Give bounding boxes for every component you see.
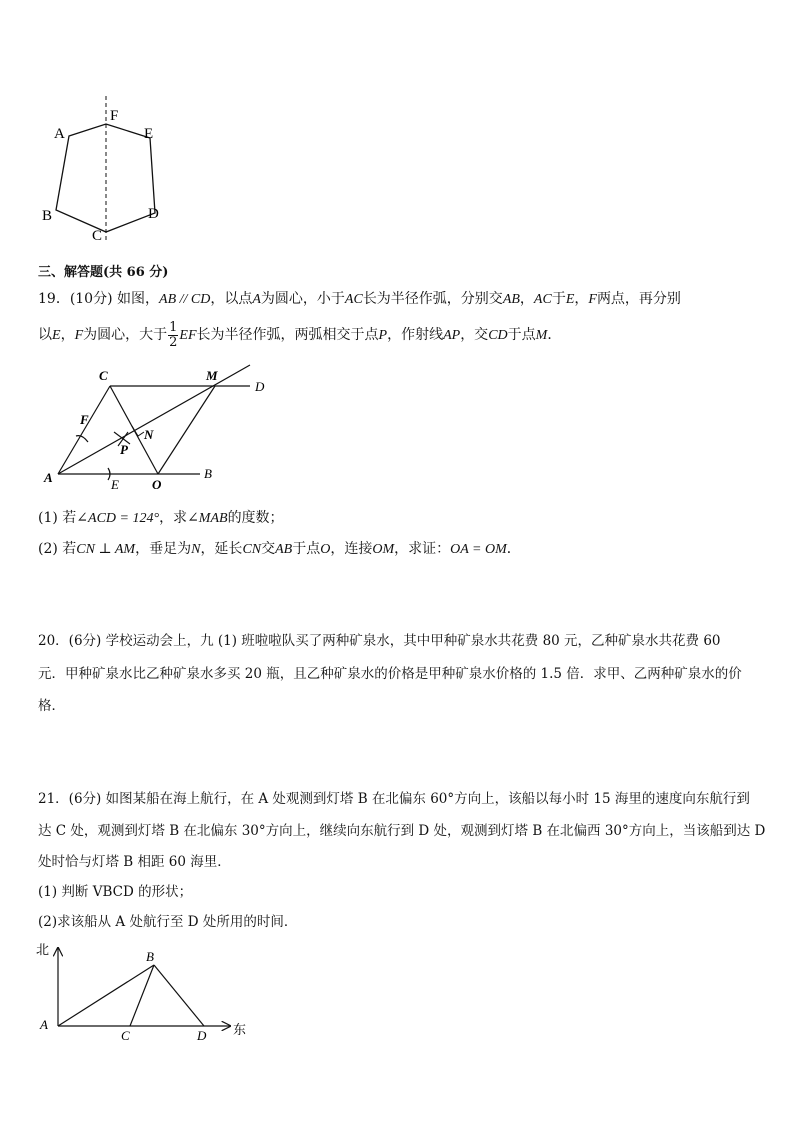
q19-math: AC [533,292,552,307]
fig1-label-A: A [54,126,65,142]
q19-text: 19．(10分) 如图， [38,291,160,307]
q19-text: ，垂足为 [135,541,192,557]
q19-text: (1) 若 [38,510,77,526]
fig1-label-E: E [144,126,154,142]
fraction-one-half [168,321,178,350]
q21-line2: 达 C 处，观测到灯塔 B 在北偏东 30°方向上，继续向东航行到 D 处，观测到灯塔 B 在北偏西 30°方向上，当该船到达 D [38,823,766,839]
q21-fig-label-C: C [121,1028,130,1043]
q19-text: ． [506,541,521,557]
figure-q19-parallelogram [38,362,298,494]
q19-fig-label-F: F [80,412,89,427]
q19-text: 的度数； [227,510,284,526]
figure-hexagon [36,92,176,252]
q19-text: 以 [38,327,52,343]
q19-fig-label-E: E [111,477,119,492]
q21-fig-label-B: B [146,949,154,964]
q19-text: (2) 若 [38,541,77,557]
q19-text: ，作射线 [387,327,444,343]
q20-line1: 20．(6分) 学校运动会上，九 (1) 班啦啦队买了两种矿泉水，其中甲种矿泉水共花费 80 元，乙种矿泉水共花费 60 [38,633,721,649]
q19-text: ， [519,291,534,307]
q19-math: ∠ACD = 124° [76,511,160,526]
q19-math: OA = OM [450,542,507,557]
q19-text: 长为半径作弧，分别交 [362,291,503,307]
q19-line1 [38,289,681,310]
q21-part1: (1) 判断 VBCD 的形状； [38,884,193,900]
q21-fig-label-north: 北 [36,942,50,957]
q19-math: EF [179,328,197,343]
q19-text: ，延长 [200,541,243,557]
q19-text: 于 [551,291,566,307]
q19-fig-label-C: C [99,368,108,383]
q19-math: AB // CD [159,292,211,307]
q19-math: AP [443,328,461,343]
q19-math: E [565,292,575,307]
line-OM [158,386,215,474]
q19-text: ， [574,291,589,307]
section-title: 三、解答题(共 66 分) [38,265,169,280]
q19-fig-label-B: B [204,466,212,481]
q19-text: 交 [261,541,276,557]
q19-math: A [252,292,261,307]
q19-part2 [38,539,521,560]
q19-text: 两点，再分别 [596,291,681,307]
q19-math: F [588,292,597,307]
q19-math: E [52,328,61,343]
q19-part1 [38,508,284,529]
line-BC [130,965,154,1026]
fig1-label-C: C [92,228,103,244]
fig1-label-B: B [42,208,53,224]
q19-fig-label-P: P [120,442,128,457]
q19-math: CD [488,328,508,343]
frac-denominator: 2 [169,334,178,350]
q19-text: ，以点 [210,291,253,307]
q19-math: P [378,328,388,343]
q19-fig-label-M: M [206,368,218,383]
line-BD [154,965,204,1026]
q19-math: AB [502,292,520,307]
q19-math: O [320,542,331,557]
q19-text: ，求证： [394,541,451,557]
q19-text: 长为半径作弧，两弧相交于点 [196,327,379,343]
q21-fig-label-D: D [197,1028,207,1043]
line-AC [58,386,110,474]
fig1-label-D: D [148,206,159,222]
q21-part2: (2)求该船从 A 处航行至 D 处所用的时间． [38,914,298,930]
q19-math: OM [372,542,395,557]
q19-math: CN ⊥ AM [76,542,136,557]
q19-math: CN [242,542,262,557]
q19-math: AB [275,542,293,557]
q19-fig-label-O: O [152,477,162,492]
fig1-label-F: F [110,108,119,124]
q19-fig-label-D: D [255,379,265,394]
line-AB [58,965,154,1026]
frac-numerator: 1 [169,319,178,335]
q19-math: M [535,328,548,343]
q19-math: F [74,328,84,343]
q19-fig-label-N: N [144,427,154,442]
q20-line3: 格． [38,698,65,714]
q19-fig-label-A: A [44,470,53,485]
q19-text: ，求 [159,510,188,526]
q19-math: AC [344,292,363,307]
q19-line2 [38,320,561,351]
q19-math: ∠MAB [187,511,228,526]
q20-line2: 元．甲种矿泉水比乙种矿泉水多买 20 瓶，且乙种矿泉水的价格是甲种矿泉水价格的 1.5 倍．求甲、乙两种矿泉水的价 [38,666,742,682]
q19-text: ，连接 [330,541,373,557]
q19-math: N [191,542,201,557]
q21-line1: 21．(6分) 如图某船在海上航行，在 A 处观测到灯塔 B 在北偏东 60°方向上，该船以每小时 15 海里的速度向东航行到 [38,791,750,807]
q21-fig-label-east: 东 [233,1022,247,1037]
q19-text: ， [60,327,75,343]
figure-q21-navigation [34,938,264,1048]
q19-text: 于点 [507,327,536,343]
q19-text: ． [547,327,562,343]
q21-line3: 处时恰与灯塔 B 相距 60 海里． [38,854,231,870]
q19-text: 为圆心，小于 [260,291,345,307]
q19-text: 于点 [292,541,321,557]
q19-text: ，交 [460,327,489,343]
q21-fig-label-A: A [40,1017,48,1032]
q19-text: 为圆心，大于 [83,327,168,343]
